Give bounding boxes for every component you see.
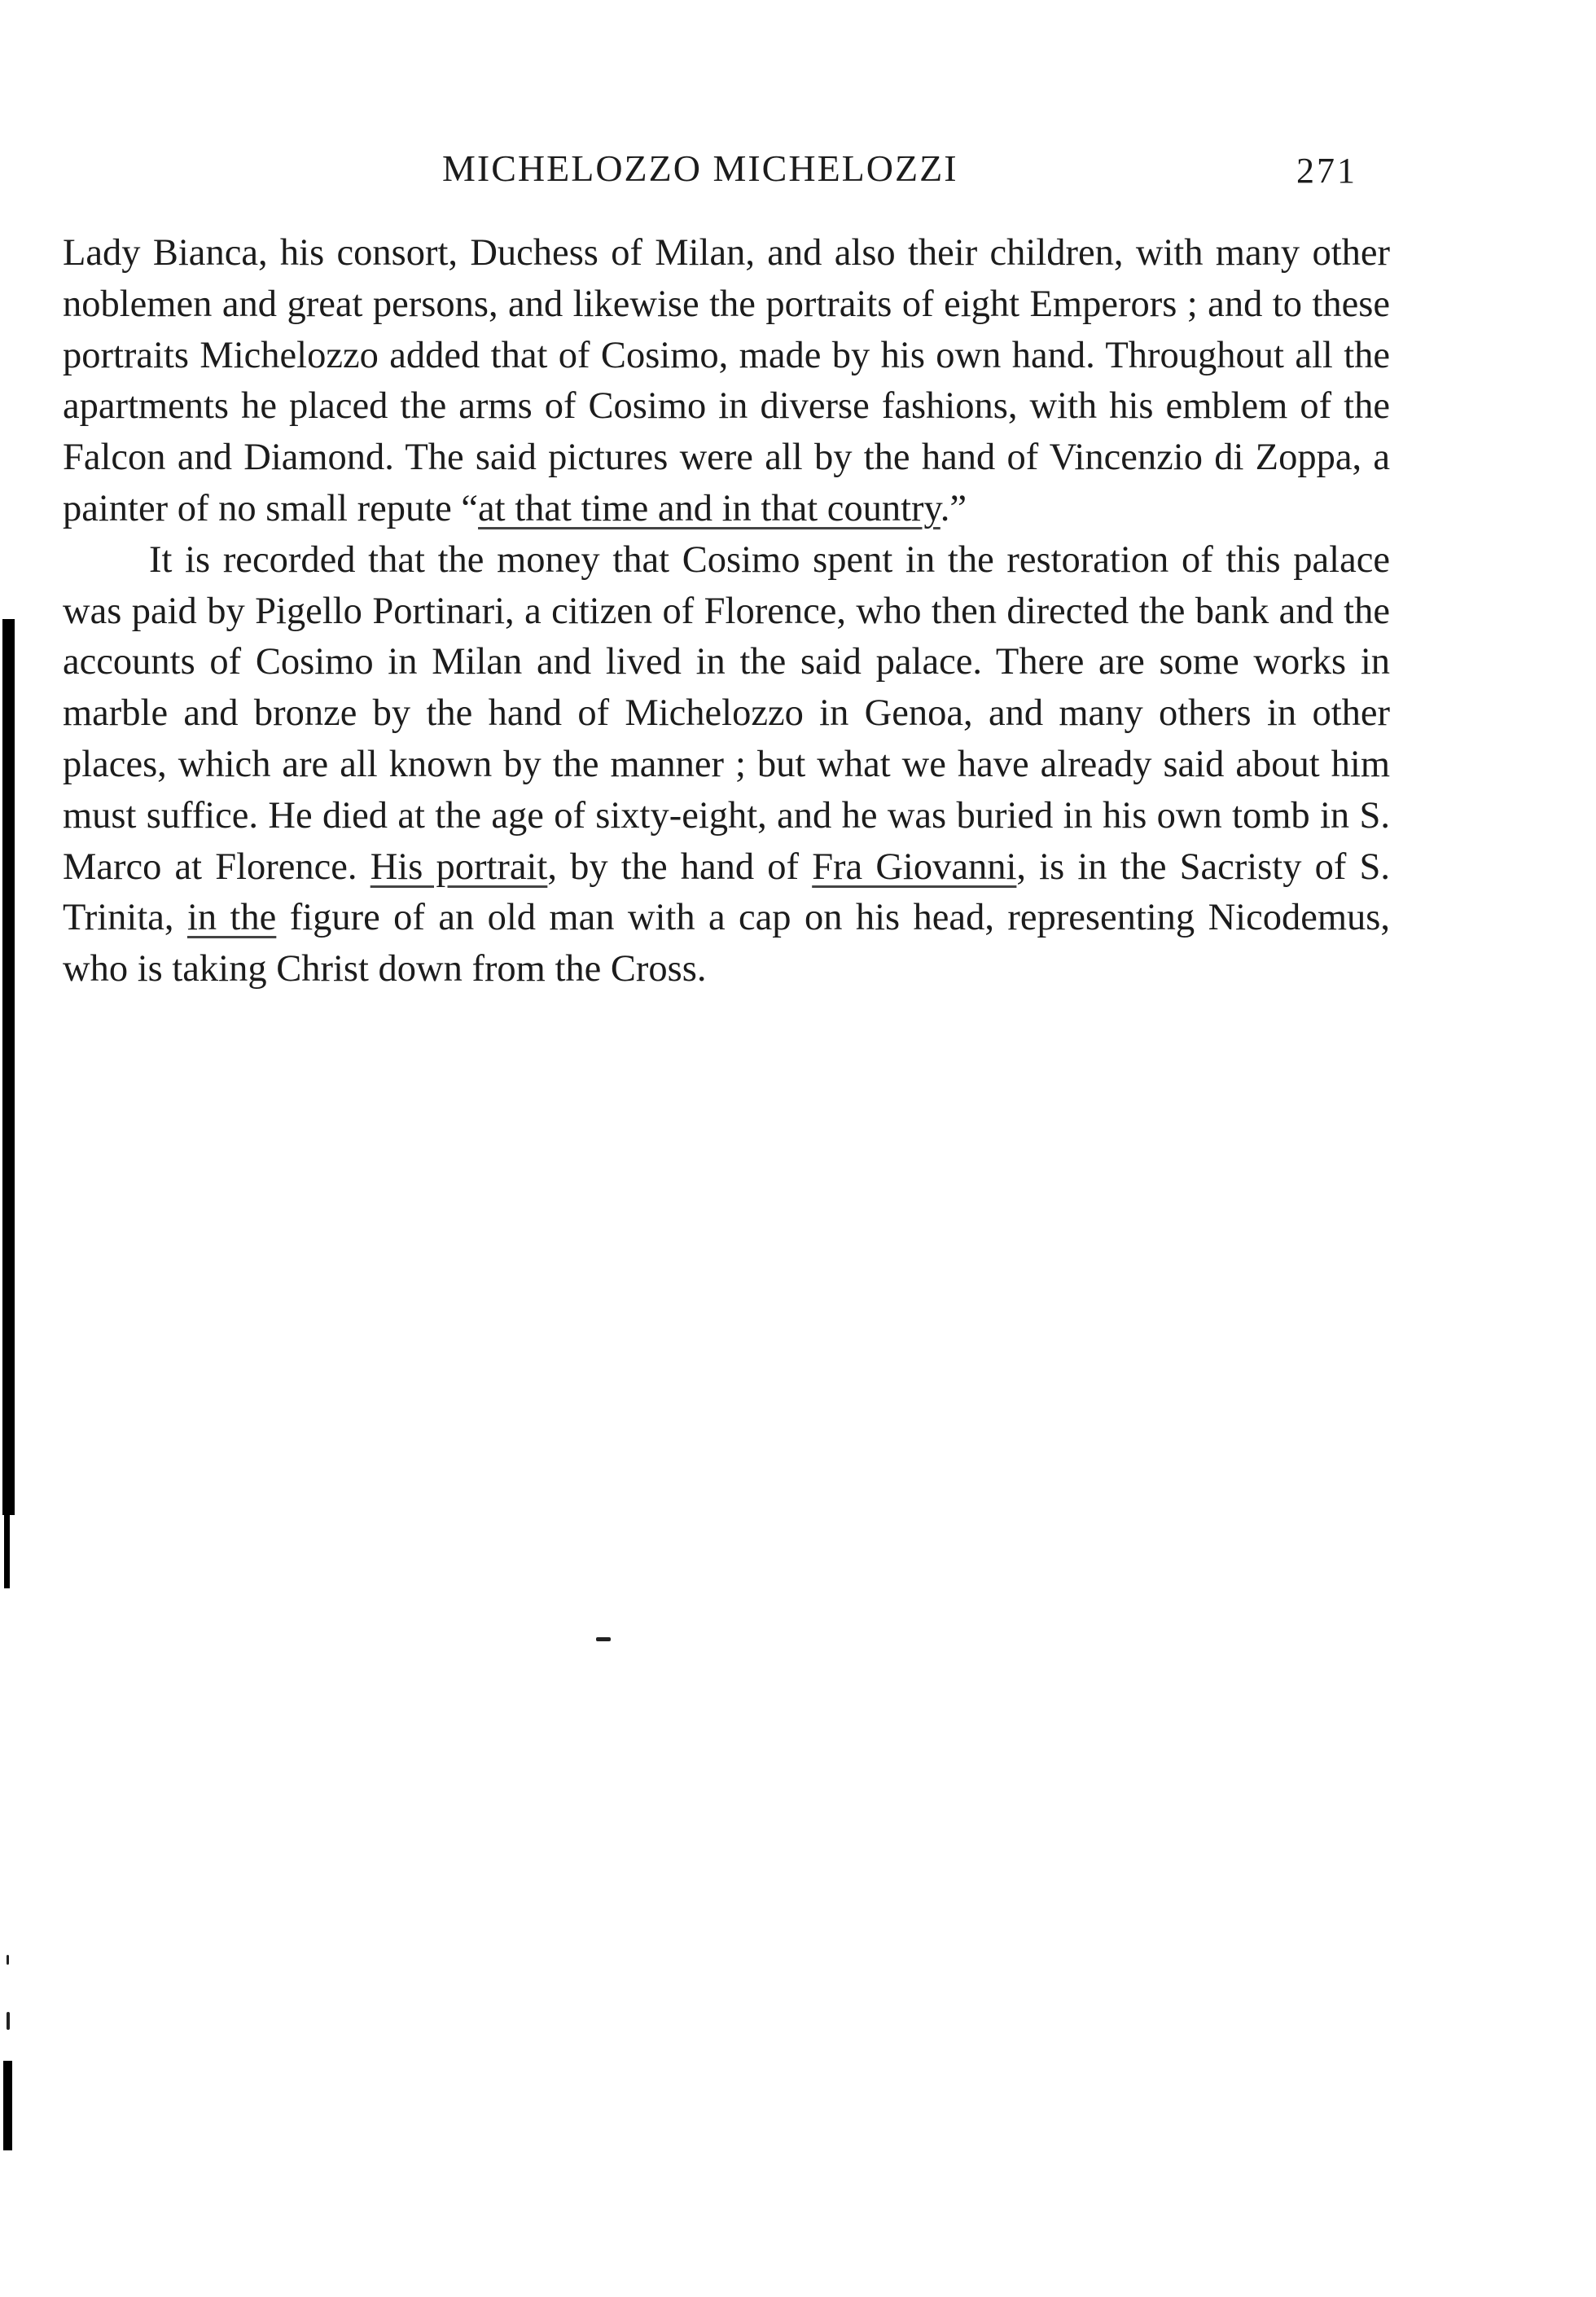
pencil-underline-country: at that time and in that country — [478, 487, 940, 529]
running-header — [0, 147, 1596, 195]
paragraph-1-text: Lady Bianca, his consort, Duchess of Milan, and also their children, with many other noblemen and great persons, and likewise the portraits of eight Emperors ; and to these portraits Michelozzo added that of Cosimo, made by his own hand. Throughout all the apartments he placed the arms of Cosimo in diverse fashions, with his emblem of the Falcon and Diamond. The said pictures were all by the hand of Vincenzio di Zoppa, a painter of no small repute — [63, 232, 1390, 529]
paragraph-2-text-middle-2: , is in the Sacristy of S. Trinita, — [63, 845, 1390, 939]
pencil-underline-fra-giovanni: Fra Giovanni — [812, 845, 1017, 888]
scan-dust-mark-margin-2 — [7, 1955, 9, 1965]
paragraph-1 — [63, 228, 1390, 535]
pencil-underline-portrait: His portrait — [370, 845, 548, 888]
pencil-underline-in-the: in the — [186, 897, 277, 939]
pencil-close-quote: ” — [949, 487, 967, 529]
scan-binding-mark-bottom — [3, 2061, 12, 2150]
pencil-open-quote: “ — [461, 487, 479, 529]
page-number: 271 — [1296, 151, 1357, 191]
scan-dust-mark — [596, 1637, 611, 1641]
running-title: MICHELOZZO MICHELOZZI — [442, 147, 958, 189]
paragraph-2-text-after: figure of an old man with a cap on his head, representing Nicodemus, who is taking Christ down from the Cross. — [63, 897, 1390, 990]
body-text — [63, 228, 1390, 995]
scan-binding-shadow — [2, 619, 15, 1515]
paragraph-2 — [63, 535, 1390, 995]
scan-binding-shadow-lower — [4, 1515, 10, 1588]
scan-dust-mark-margin — [7, 2012, 10, 2030]
paragraph-2-text-middle-1: , by the hand of — [547, 845, 813, 888]
paragraph-1-end: . — [940, 487, 950, 529]
paragraph-2-text-before: It is recorded that the money that Cosimo spent in the restoration of this palace was paid by Pigello Portinari, a citizen of Florence, who then directed the bank and the accounts of Cosimo in Milan and lived in the said palace. There are some works in marble and bronze by the hand of Michelozzo in Genoa, and many others in other places, which are all known by the manner ; but what we have already said about him must suffice. He died at the age of sixty-eight, and he was buried in his own tomb in S. Marco at Florence. — [63, 538, 1390, 888]
